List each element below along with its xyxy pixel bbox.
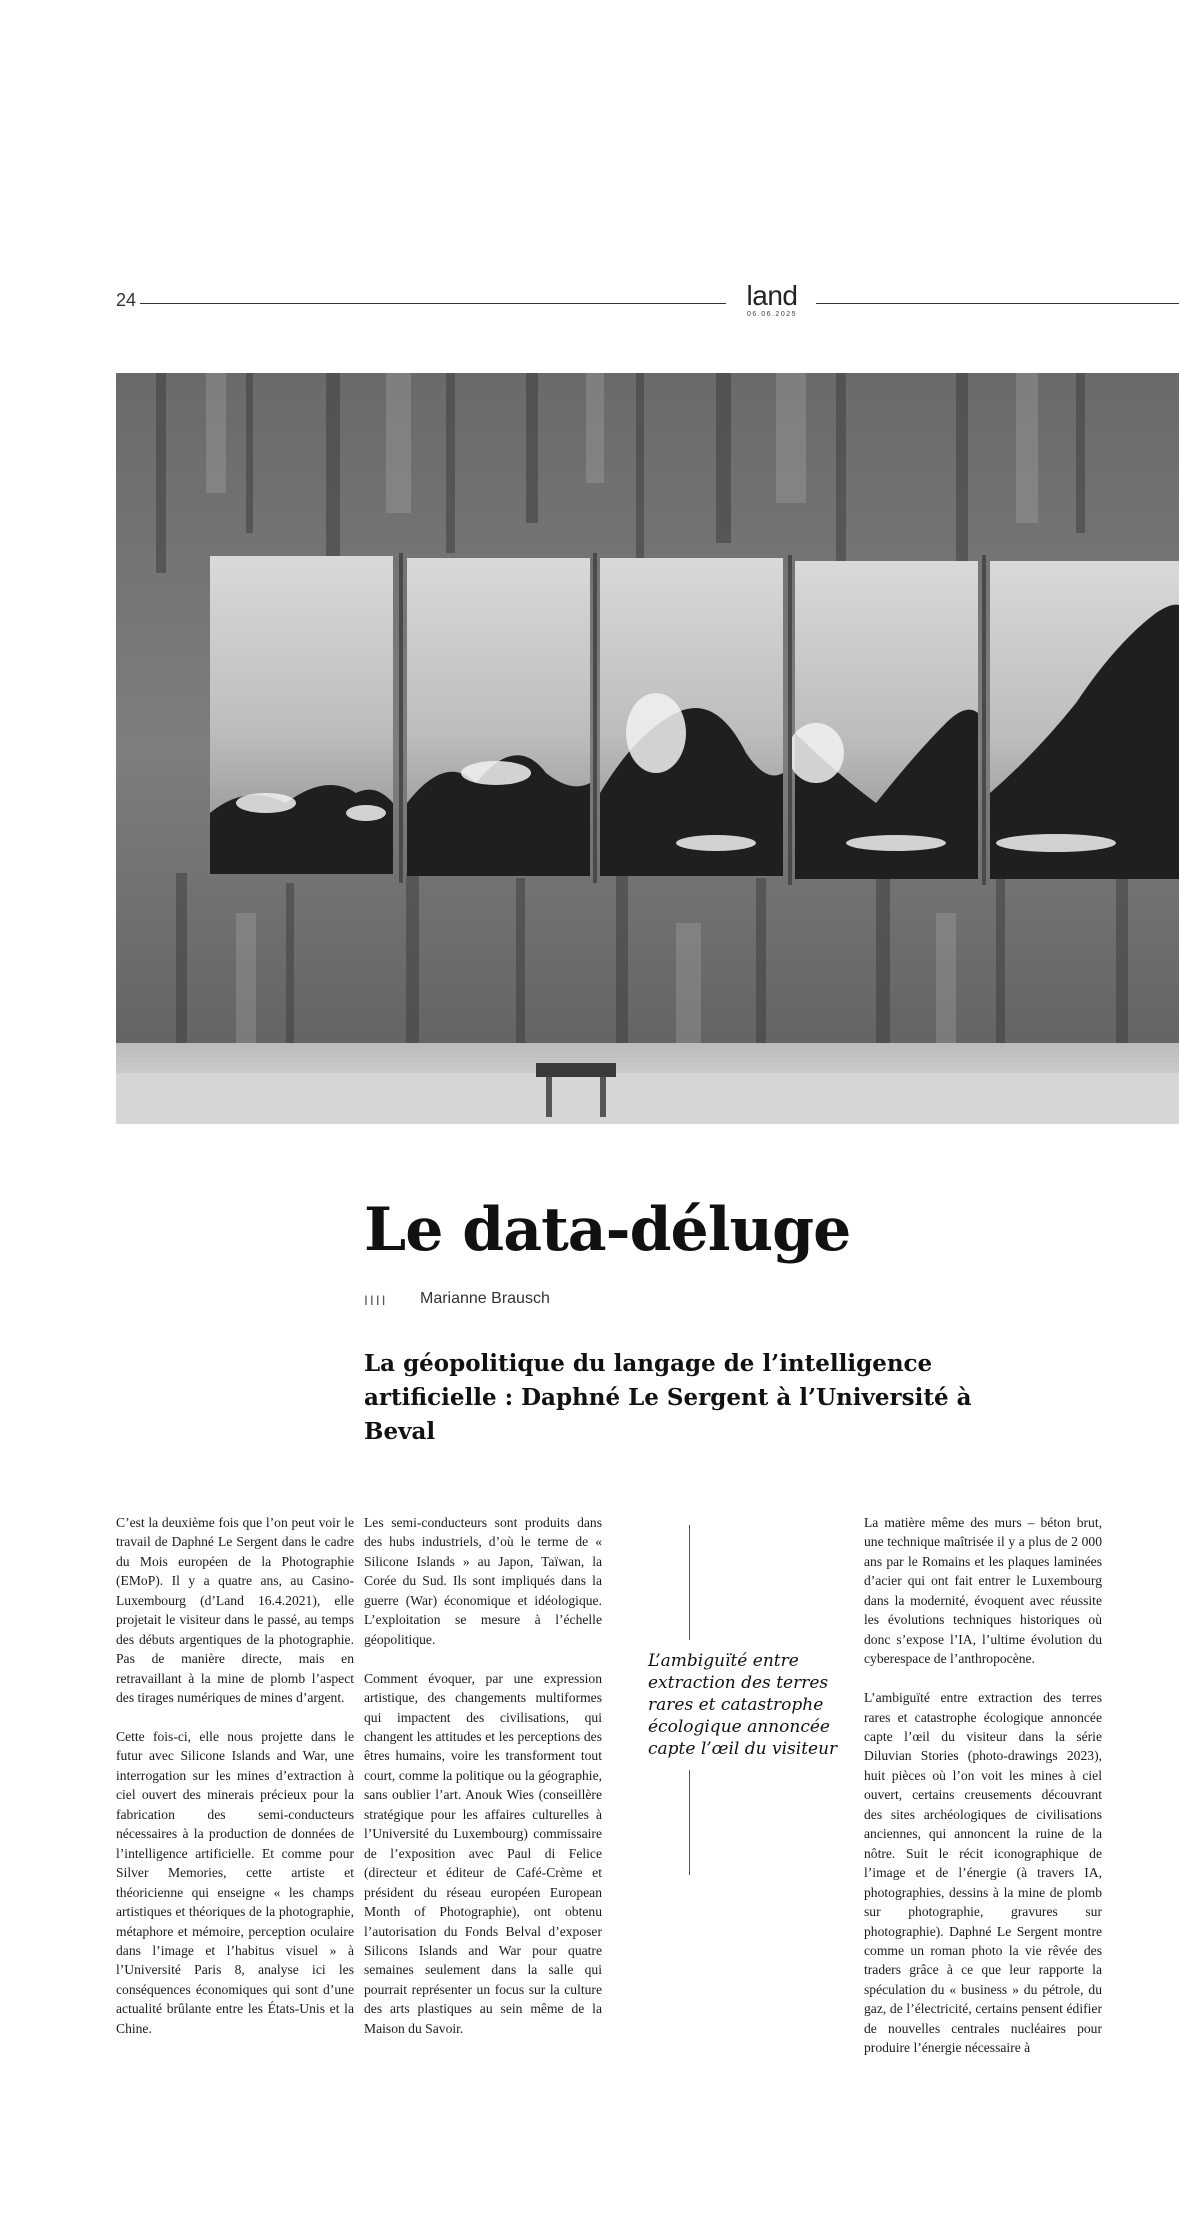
pull-quote-rule-bottom — [689, 1770, 690, 1875]
masthead — [742, 282, 802, 318]
header-rule-left — [140, 303, 726, 304]
byline-marks: IIII — [364, 1292, 388, 1308]
issue-date: 06.06.2025 — [746, 311, 798, 318]
paragraph: La matière même des murs – béton brut, une technique maîtrisée il y a plus de 2 000 ans par le Romains et les plaques laminées d’acier qui ont fait entrer le Luxembourg dans la modernité, évoquent avec réussite les évolutions techniques historiques où donc s’expose l’IA, l’ultime évolution du cyberespace de l’anthropocène. — [864, 1515, 1102, 1667]
paragraph: Les semi-conducteurs sont produits dans des hubs industriels, d’où le terme de « Silicone Islands » au Japon, Taïwan, la Corée du Sud. Ils sont impliqués dans la guerre (War) économique et idéologique. L’exploitation se mesure à l’échelle géopolitique. — [364, 1515, 602, 1647]
article-subtitle: La géopolitique du langage de l’intelligence artificielle : Daphné Le Sergent à l’Université à Beval — [364, 1350, 972, 1445]
paragraph: C’est la deuxième fois que l’on peut voir le travail de Daphné Le Sergent dans le cadre du Mois européen de la Photographie (EMoP). Il y a quatre ans, au Casino-Luxembourg (d’Land 16.4.2021), elle projetait le visiteur dans le passé, au temps des débuts argentiques de la photographie. Pas de manière directe, mais en retravaillant à la mine de plomb l’aspect des tirages numériques de mines d’argent. — [116, 1515, 354, 1706]
body-column-1 — [116, 1513, 354, 2058]
pull-quote-rule-top — [689, 1525, 690, 1640]
pull-quote: L’ambiguïté entre extraction des terres rares et catastrophe écologique annoncée capte l’œil du visiteur — [648, 1651, 838, 1759]
body-column-4 — [864, 1513, 1102, 2077]
exhibition-photo — [116, 373, 1179, 1124]
author-name: Marianne Brausch — [420, 1290, 550, 1307]
paragraph: Cette fois-ci, elle nous projette dans le futur avec Silicone Islands and War, une interrogation sur les mines d’extraction à ciel ouvert des minerais précieux pour la fabrication des semi-conducteurs nécessaires à la production de données de l’intelligence artificielle. Et comme pour Silver Memories, cette artiste et théoricienne qui enseigne « les champs artistiques et théoriques de la photographie, métaphore et mémoire, perception oculaire dans l’image et l’habitus visuel » à l’Université Paris 8, analyse ici les conséquences économiques qui sont d’une actualité brûlante entre les États-Unis et la Chine. — [116, 1728, 354, 2036]
body-column-2 — [364, 1513, 602, 2058]
masthead-logo: land — [746, 280, 798, 311]
header-rule-right — [816, 303, 1179, 304]
page-number: 24 — [116, 290, 137, 310]
article-title: Le data-déluge — [364, 1195, 851, 1265]
paragraph: L’ambiguïté entre extraction des terres rares et catastrophe écologique annoncée capte l’œil du visiteur dans la série Diluvian Stories (photo-drawings 2023), huit pièces où l’on voit les mines à ciel ouvert, certains creusements découvrant des sites archéologiques de civilisations anciennes, qui annoncent la ruine de la nôtre. Suit le récit iconographique de l’image et de l’énergie (à travers IA, photographies, dessins à la mine de plomb sur photographie, gravures sur photographie). Daphné Le Sergent montre comme un roman photo la vie rêvée des traders grâce à ce que leur rapporte la spéculation du « business » du pétrole, du gaz, de l’électricité, certains pensent édifier de nouvelles centrales nucléaires pour produire l’énergie nécessaire à — [864, 1690, 1102, 2056]
paragraph: Comment évoquer, par une expression artistique, des changements multiformes qui impactent des civilisations, qui changent les attitudes et les perceptions des êtres humains, voire les transforment tout court, comme la politique ou la géographie, sans oublier l’art. Anouk Wies (conseillère stratégique pour les affaires culturelles à l’Université du Luxembourg) commissaire de l’exposition avec Paul di Felice (directeur et éditeur de Café-Crème et président du réseau européen European Month of Photographie), ont obtenu l’autorisation du Fonds Belval d’exposer Silicons Islands and War pour quatre semaines seulement dans la salle qui pourrait représenter un focus sur la culture des arts plastiques au sein même de la Maison du Savoir. — [364, 1670, 602, 2036]
